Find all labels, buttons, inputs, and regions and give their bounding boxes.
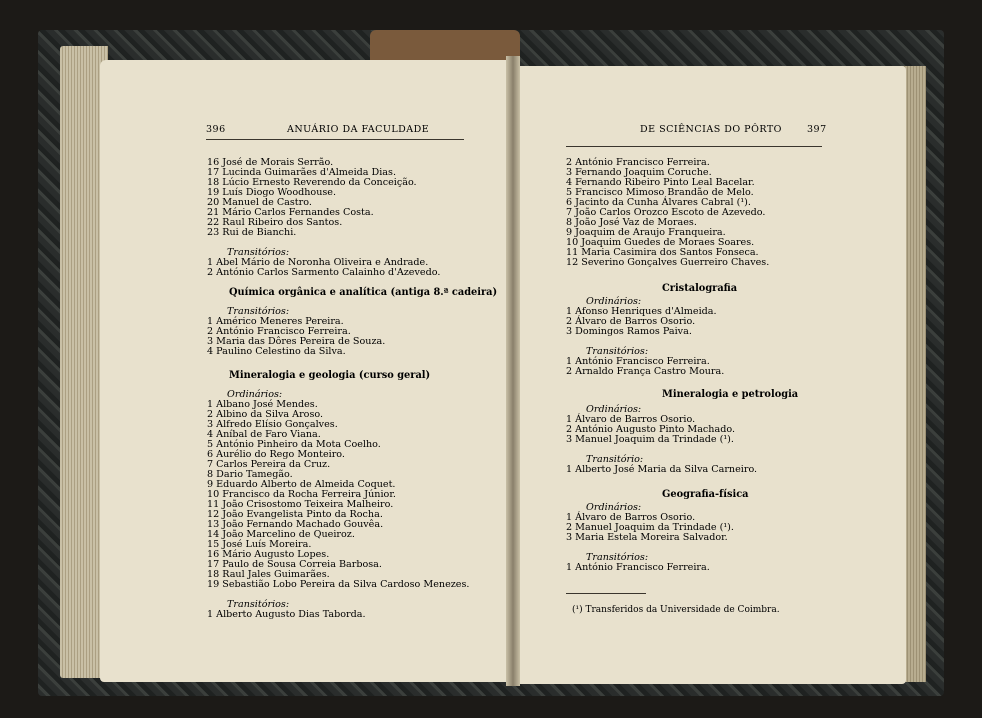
right-list-item: 11 Maria Casimira dos Santos Fonseca.: [566, 247, 759, 258]
left-list-item: 19 Luís Diogo Woodhouse.: [207, 187, 337, 198]
left-list-item: 17 Lucinda Guimarães d'Almeida Dias.: [207, 167, 397, 178]
footnote: (¹) Transferidos da Universidade de Coimbra.: [572, 605, 780, 615]
right-section-heading: Mineralogia e petrologia: [662, 389, 799, 400]
left-list-item: 6 Aurélio do Rego Monteiro.: [207, 449, 345, 460]
right-list-item: 2 Manuel Joaquim da Trindade (¹).: [566, 522, 734, 533]
right-list-item: 4 Fernando Ribeiro Pinto Leal Bacelar.: [566, 177, 755, 188]
right-list-item: 2 Arnaldo França Castro Moura.: [566, 366, 725, 377]
left-section-heading: Química orgânica e analítica (antiga 8.ª cadeira): [229, 287, 498, 298]
left-subheading: Transitórios:: [227, 599, 290, 610]
left-list-item: 10 Francisco da Rocha Ferreira Júnior.: [207, 489, 396, 500]
right-subheading: Transitórios:: [586, 346, 649, 357]
left-list-item: 18 Raul Jales Guimarães.: [207, 569, 330, 580]
right-page-number: 397: [807, 124, 827, 135]
right-section-heading: Geografia-física: [662, 489, 749, 500]
right-subheading: Ordinários:: [586, 502, 642, 513]
book-gutter: [506, 56, 520, 686]
left-subheading: Ordinários:: [227, 389, 283, 400]
left-list-item: 12 João Evangelista Pinto da Rocha.: [207, 509, 383, 520]
right-subheading: Transitório:: [586, 454, 644, 465]
left-list-item: 4 Aníbal de Faro Viana.: [207, 429, 321, 440]
left-list-item: 5 António Pinheiro da Mota Coelho.: [207, 439, 381, 450]
left-page-number: 396: [206, 124, 226, 135]
left-list-item: 2 Albino da Silva Aroso.: [207, 409, 324, 420]
right-list-item: 1 Álvaro de Barros Osorio.: [566, 512, 696, 523]
left-list-item: 1 Américo Meneres Pereira.: [207, 316, 344, 327]
left-list-item: 13 João Fernando Machado Gouvêa.: [207, 519, 384, 530]
right-list-item: 1 António Francisco Ferreira.: [566, 356, 710, 367]
right-list-item: 3 Domingos Ramos Paiva.: [566, 326, 692, 337]
left-list-item: 14 João Marcelino de Queiroz.: [207, 529, 355, 540]
right-list-item: 1 Alberto José Maria da Silva Carneiro.: [566, 464, 758, 475]
left-list-item: 7 Carlos Pereira da Cruz.: [207, 459, 331, 470]
left-list-item: 21 Mário Carlos Fernandes Costa.: [207, 207, 374, 218]
right-list-item: 12 Severino Gonçalves Guerreiro Chaves.: [566, 257, 770, 268]
left-list-item: 22 Raul Ribeiro dos Santos.: [207, 217, 343, 228]
book-spine-label: [370, 30, 520, 60]
left-list-item: 4 Paulino Celestino da Silva.: [207, 346, 346, 357]
left-list-item: 2 António Carlos Sarmento Calainho d'Azevedo.: [207, 267, 441, 278]
left-list-item: 16 José de Morais Serrão.: [207, 157, 334, 168]
left-list-item: 3 Alfredo Elísio Gonçalves.: [207, 419, 338, 430]
left-subheading: Transitórios:: [227, 247, 290, 258]
left-list-item: 20 Manuel de Castro.: [207, 197, 312, 208]
left-list-item: 9 Eduardo Alberto de Almeida Coquet.: [207, 479, 396, 490]
right-header-rule: [566, 146, 822, 147]
left-header-rule: [206, 139, 464, 140]
footnote-rule: [566, 593, 646, 594]
right-list-item: 1 Álvaro de Barros Osorio.: [566, 414, 696, 425]
right-subheading: Transitórios:: [586, 552, 649, 563]
left-list-item: 2 António Francisco Ferreira.: [207, 326, 351, 337]
left-list-item: 11 João Crisostomo Teixeira Malheiro.: [207, 499, 394, 510]
right-list-item: 5 Francisco Mimoso Brandão de Melo.: [566, 187, 754, 198]
left-list-item: 3 Maria das Dôres Pereira de Souza.: [207, 336, 386, 347]
right-list-item: 3 Fernando Joaquim Coruche.: [566, 167, 712, 178]
right-list-item: 2 António Francisco Ferreira.: [566, 157, 710, 168]
left-list-item: 1 Abel Mário de Noronha Oliveira e Andrade.: [207, 257, 429, 268]
right-list-item: 7 João Carlos Orozco Escoto de Azevedo.: [566, 207, 766, 218]
left-section-heading: Mineralogia e geologia (curso geral): [229, 370, 431, 381]
left-list-item: 16 Mário Augusto Lopes.: [207, 549, 330, 560]
right-list-item: 2 Álvaro de Barros Osorio.: [566, 316, 696, 327]
left-list-item: 18 Lúcio Ernesto Reverendo da Conceição.: [207, 177, 417, 188]
right-list-item: 1 António Francisco Ferreira.: [566, 562, 710, 573]
right-subheading: Ordinários:: [586, 404, 642, 415]
right-subheading: Ordinários:: [586, 296, 642, 307]
right-section-heading: Cristalografia: [662, 283, 738, 294]
left-list-item: 23 Rui de Bianchi.: [207, 227, 297, 238]
right-list-item: 3 Manuel Joaquim da Trindade (¹).: [566, 434, 734, 445]
left-list-item: 17 Paulo de Sousa Correia Barbosa.: [207, 559, 382, 570]
right-list-item: 8 João José Vaz de Moraes.: [566, 217, 697, 228]
right-list-item: 3 Maria Estela Moreira Salvador.: [566, 532, 728, 543]
left-subheading: Transitórios:: [227, 306, 290, 317]
left-running-head: ANUÁRIO DA FACULDADE: [287, 124, 430, 135]
left-list-item: 8 Dario Tamegão.: [207, 469, 293, 480]
right-list-item: 6 Jacinto da Cunha Álvares Cabral (¹).: [566, 197, 751, 208]
right-list-item: 10 Joaquim Guedes de Moraes Soares.: [566, 237, 755, 248]
left-list-item: 19 Sebastião Lobo Pereira da Silva Cardoso Menezes.: [207, 579, 470, 590]
right-running-head: DE SCIÊNCIAS DO PÔRTO: [640, 124, 782, 135]
right-list-item: 9 Joaquim de Araujo Franqueira.: [566, 227, 726, 238]
left-list-item: 1 Alberto Augusto Dias Taborda.: [207, 609, 366, 620]
left-list-item: 15 José Luís Moreira.: [207, 539, 312, 550]
right-list-item: 1 Afonso Henriques d'Almeida.: [566, 306, 717, 317]
right-list-item: 2 António Augusto Pinto Machado.: [566, 424, 735, 435]
left-list-item: 1 Albano José Mendes.: [207, 399, 318, 410]
